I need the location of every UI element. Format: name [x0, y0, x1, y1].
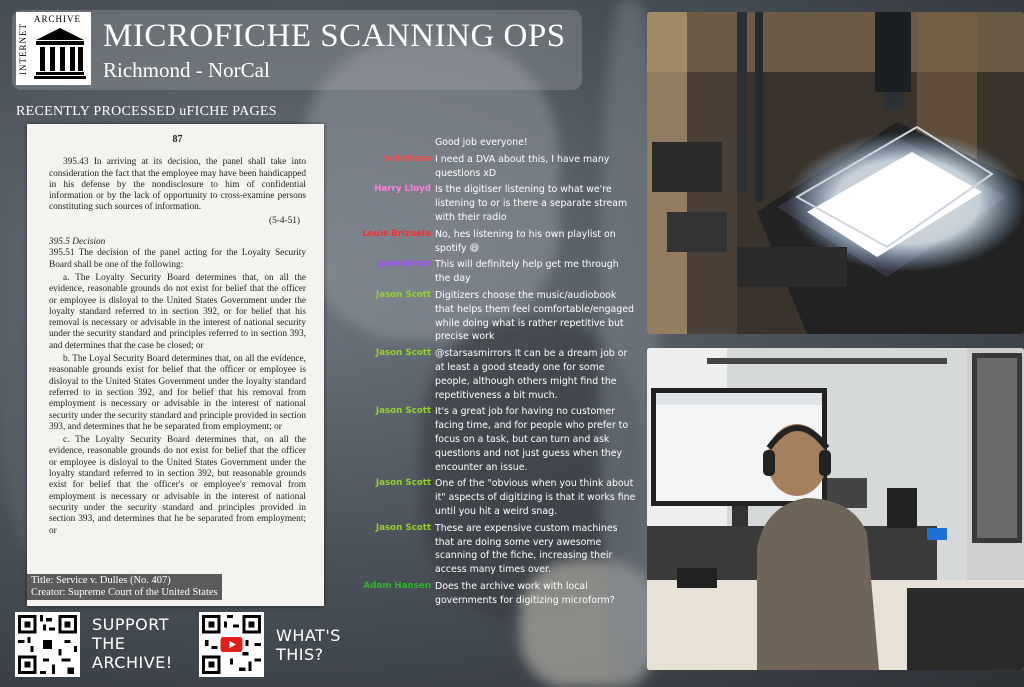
qr-code-icon — [15, 612, 80, 677]
chat-message — [356, 228, 636, 256]
chat-log — [356, 136, 636, 611]
chat-text: Does the archive work with local governments for digitizing microform? — [435, 580, 615, 606]
chat-text: This will definitely help get me through the day — [435, 259, 619, 285]
page-number: 87 — [172, 134, 183, 145]
chat-username[interactable]: hrdnlrose — [383, 153, 431, 164]
chat-text: @starsasmirrors It can be a dream job or at least a good steady one for some people, although others might find the repetitiveness a bit much. — [435, 348, 628, 401]
digitizer-photo — [647, 348, 1024, 670]
caption-title: Title: Service v. Dulles (No. 407) — [31, 575, 171, 586]
logo-vertical-text: INTERNET — [18, 23, 28, 75]
digitizer-workstation-image — [647, 348, 1024, 670]
document-paragraph: 395.51 The decision of the panel acting for the Loyalty Security Board shall be one of the following: — [49, 248, 306, 270]
document-section-heading: 395.5 Decision — [49, 237, 106, 248]
microfiche-page — [27, 124, 324, 606]
document-caption — [27, 574, 222, 600]
page-title: MICROFICHE SCANNING OPS — [103, 18, 566, 54]
chat-text: It's a great job for having no customer facing time, and for people who prefer to focus on a task, but can turn and ask questions and not just guess when they encounter an issue. — [435, 406, 629, 473]
chat-text: I need a DVA about this, I have many questions xD — [435, 153, 610, 179]
support-archive-link[interactable]: SUPPORT THE ARCHIVE! — [92, 615, 173, 672]
document-paragraph: a. The Loyalty Security Board determines that, on all the evidence, reasonable grounds do not exist for belief that the officer or employee is disloyal to the United States Government under the loyalty standard referred to in section 392, or for belief that his removal is necessary or advisable in the interest of national security under the security standard and principles referred to in section 393, and determines that the case be closed; or — [49, 272, 306, 351]
chat-username[interactable]: Jason Scott — [375, 522, 431, 533]
qr-code-icon — [199, 612, 264, 677]
whats-this-link[interactable]: WHAT'S THIS? — [276, 626, 341, 664]
chat-message — [356, 347, 636, 402]
chat-message — [356, 258, 636, 286]
chat-message — [356, 183, 636, 224]
internet-archive-logo[interactable] — [16, 12, 91, 85]
chat-username[interactable]: Jason Scott — [375, 478, 431, 489]
chat-username[interactable] — [356, 136, 435, 150]
scanner-image — [647, 12, 1024, 334]
chat-username[interactable]: Jason Scott — [375, 406, 431, 417]
location-subtitle: Richmond - NorCal — [103, 58, 270, 82]
chat-text: One of the "obvious when you think about it" aspects of digitizing is that it works fine until you hit a weird snag. — [435, 478, 636, 517]
chat-text: No, hes listening to his own playlist on spotify 😄 — [435, 228, 616, 254]
archive-building-icon — [34, 26, 86, 80]
chat-text: Good job everyone! — [435, 137, 528, 148]
chat-username[interactable]: Adam Hansen — [363, 580, 431, 591]
chat-username[interactable]: Jason Scott — [375, 348, 431, 359]
chat-text: Is the digitiser listening to what we're listening to or is there a separate stream with their radio — [435, 184, 628, 223]
chat-message — [356, 405, 636, 474]
chat-message — [356, 580, 636, 608]
caption-creator: Creator: Supreme Court of the United States — [31, 587, 218, 598]
chat-username[interactable]: Louis Brizuela — [362, 228, 431, 239]
document-date: (5-4-51) — [269, 215, 300, 226]
chat-username[interactable]: parsmirror — [378, 259, 431, 270]
chat-message — [356, 477, 636, 518]
document-paragraph: c. The Loyalty Security Board determines that, on all the evidence, reasonable grounds do not exist for belief that the officer or employee is disloyal to the United States Government under the loyalty standard referred to in section 392, but reasonable grounds exist for belief that the officer's or employee's removal from employment is necessary or advisable in the interest of national security under the security standard and principles provided in section 393, and determines that he be separated from employment; or — [49, 435, 306, 536]
chat-text: Digitizers choose the music/audiobook that helps them feel comfortable/engaged while doing what is rather repetitive but precise work — [435, 289, 634, 343]
youtube-qr-code[interactable] — [199, 612, 264, 677]
chat-message — [356, 289, 636, 344]
logo-horizontal-text: ARCHIVE — [34, 14, 81, 24]
chat-username[interactable]: Jason Scott — [375, 289, 431, 300]
chat-message — [356, 136, 636, 150]
document-paragraph: 395.43 In arriving at its decision, the panel shall take into consideration the fact that the employee may have been handicapped in his defense by the nondisclosure to him of confidential information or by the lack of opportunity to cross-examine persons constituting such sources of information. — [49, 157, 306, 213]
chat-message — [356, 153, 636, 181]
support-qr-code[interactable] — [15, 612, 80, 677]
section-label: RECENTLY PROCESSED uFICHE PAGES — [16, 104, 277, 119]
chat-username[interactable]: Harry Lloyd — [374, 184, 431, 195]
chat-message — [356, 522, 636, 577]
scanner-photo — [647, 12, 1024, 334]
chat-text: These are expensive custom machines that are doing some very awesome scanning of the fiche, increasing their access many times over. — [435, 522, 618, 576]
document-paragraph: b. The Loyal Security Board determines that, on all the evidence, reasonable grounds exist for belief that the officer or employee is disloyal to the United States Government under the loyalty standard referred to in section 392, and for belief that his removal from employment is necessary or advisable in the interest of national security under the security standard and principle provided in section 393, and determines that he be separated from employment; or — [49, 354, 306, 432]
